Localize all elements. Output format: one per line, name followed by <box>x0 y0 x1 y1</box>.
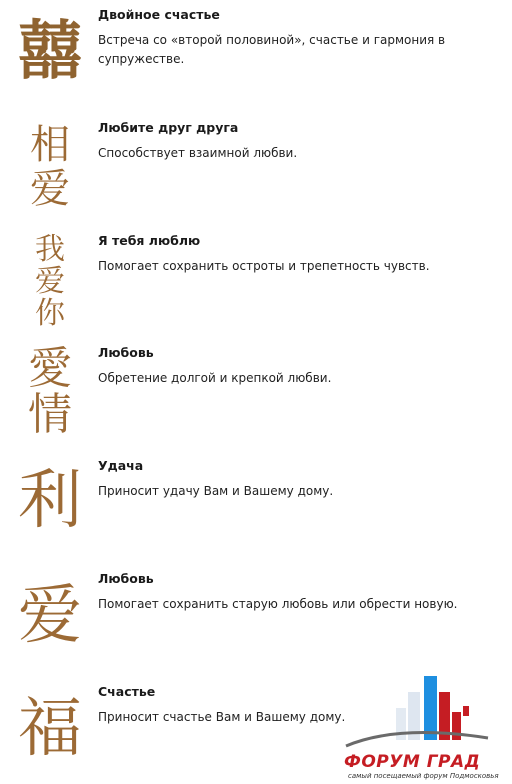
entry-description: Способствует взаимной любви. <box>98 146 298 160</box>
i-love-you-glyph <box>14 234 86 330</box>
entry-i-love-you <box>0 226 512 336</box>
logo-subtitle: самый посещаемый форум Подмосковья <box>348 772 499 780</box>
entry-description: Обретение долгой и крепкой любви. <box>98 371 332 385</box>
love-glyph: 爱 <box>18 579 82 653</box>
entry-title: Счастье <box>98 684 156 699</box>
entry-good-luck <box>0 451 512 563</box>
entry-description: Помогает сохранить остроты и трепетность чувств. <box>98 259 430 273</box>
entry-title: Двойное счастье <box>98 7 220 22</box>
entry-love-feeling <box>0 338 512 450</box>
entry-love-each-other <box>0 113 512 223</box>
glyph-text: 我爱你 <box>35 232 65 331</box>
entry-description: Помогает сохранить старую любовь или обрести новую. <box>98 597 458 611</box>
love-feeling-glyph <box>14 343 86 440</box>
love-each-other-glyph <box>14 123 86 211</box>
glyph-text: 愛情 <box>28 343 72 440</box>
entry-title: Любите друг друга <box>98 120 239 135</box>
double-happiness-glyph: 囍 <box>18 14 82 89</box>
good-luck-glyph: 利 <box>18 464 82 538</box>
happiness-glyph: 福 <box>18 692 82 766</box>
logo-title: ФОРУМ ГРАД <box>344 752 481 772</box>
entry-description: Приносит счастье Вам и Вашему дому. <box>98 710 346 724</box>
entry-description: Встреча со «второй половиной», счастье и гармония в супружестве. <box>98 33 446 66</box>
entry-title: Я тебя люблю <box>98 233 201 248</box>
entry-double-happiness <box>0 0 512 110</box>
entry-title: Любовь <box>98 571 154 586</box>
entry-description: Приносит удачу Вам и Вашему дому. <box>98 484 334 498</box>
entry-love <box>0 564 512 676</box>
entry-title: Удача <box>98 458 144 473</box>
glyph-text: 相爱 <box>30 122 70 212</box>
entry-title: Любовь <box>98 345 154 360</box>
forum-logo <box>338 672 510 782</box>
